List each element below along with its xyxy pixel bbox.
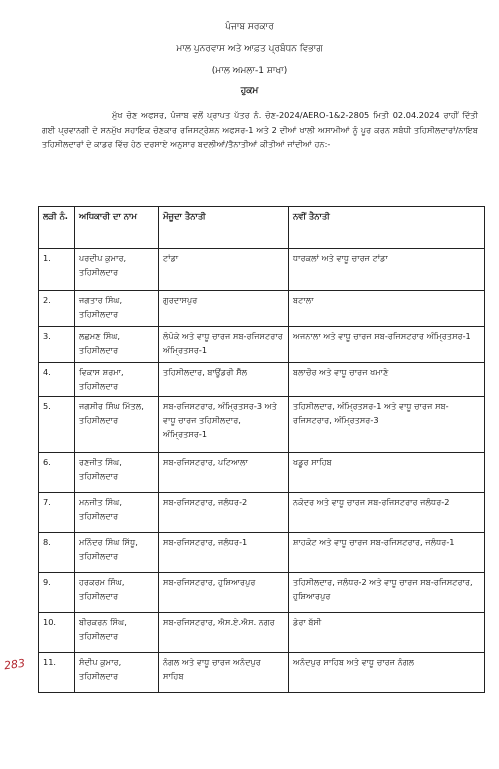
header-department: ਮਾਲ ਪੁਨਰਵਾਸ ਅਤੇ ਆਫ਼ਤ ਪ੍ਰਬੰਧਨ ਵਿਭਾਗ (176, 44, 323, 54)
cell-officer-name: ਲਛਮਣ ਸਿੰਘ, ਤਹਿਸੀਲਦਾਰ (75, 327, 159, 363)
cell-serial: 2. (39, 291, 75, 327)
cell-serial: 8. (39, 533, 75, 573)
transfer-table (38, 206, 485, 693)
header-branch: (ਮਾਲ ਅਮਲਾ-1 ਸ਼ਾਖਾ) (211, 66, 288, 76)
order-paragraph (42, 108, 478, 152)
cell-serial: 5. (39, 397, 75, 453)
cell-serial: 9. (39, 573, 75, 613)
table-row (39, 327, 485, 363)
table-row (39, 533, 485, 573)
table-row (39, 453, 485, 493)
table-row (39, 249, 485, 291)
cell-current-posting: ਸਬ-ਰਜਿਸਟਰਾਰ, ਪਟਿਆਲਾ (159, 453, 289, 493)
header-order-title: ਹੁਕਮ (240, 86, 259, 96)
cell-current-posting: ਸਬ-ਰਜਿਸਟਰਾਰ, ਹੁਸ਼ਿਆਰਪੁਰ (159, 573, 289, 613)
table-row (39, 397, 485, 453)
handwritten-margin-note: 283 (3, 656, 26, 673)
table-row (39, 291, 485, 327)
cell-new-posting: ਖਡੂਰ ਸਾਹਿਬ (289, 453, 485, 493)
cell-officer-name: ਬੀਰਕਰਨ ਸਿੰਘ, ਤਹਿਸੀਲਦਾਰ (75, 613, 159, 653)
cell-current-posting: ਤਹਿਸੀਲਦਾਰ, ਬਾਊਂਡਰੀ ਸੈੱਲ (159, 363, 289, 397)
cell-new-posting: ਬਲਾਚੌਰ ਅਤੇ ਵਾਧੂ ਚਾਰਜ ਖਮਾਣੋ (289, 363, 485, 397)
cell-current-posting: ਸਬ-ਰਜਿਸਟਰਾਰ, ਜਲੰਧਰ-1 (159, 533, 289, 573)
header-officer-name: ਅਧਿਕਾਰੀ ਦਾ ਨਾਮ (75, 207, 159, 249)
header-new-posting: ਨਵੀਂ ਤੈਨਾਤੀ (289, 207, 485, 249)
cell-officer-name: ਰਣਜੀਤ ਸਿੰਘ, ਤਹਿਸੀਲਦਾਰ (75, 453, 159, 493)
cell-officer-name: ਪਰਦੀਪ ਕੁਮਾਰ, ਤਹਿਸੀਲਦਾਰ (75, 249, 159, 291)
cell-new-posting: ਤਹਿਸੀਲਦਾਰ, ਅੰਮ੍ਰਿਤਸਰ-1 ਅਤੇ ਵਾਧੂ ਚਾਰਜ ਸਬ-ਰਜਿਸਟਰਾਰ, ਅੰਮ੍ਰਿਤਸਰ-3 (289, 397, 485, 453)
cell-officer-name: ਵਿਕਾਸ ਸ਼ਰਮਾ, ਤਹਿਸੀਲਦਾਰ (75, 363, 159, 397)
cell-new-posting: ਨਕੋਦਰ ਅਤੇ ਵਾਧੂ ਚਾਰਜ ਸਬ-ਰਜਿਸਟਰਾਰ ਜਲੰਧਰ-2 (289, 493, 485, 533)
table-row (39, 573, 485, 613)
header-government: ਪੰਜਾਬ ਸਰਕਾਰ (225, 22, 274, 32)
cell-officer-name: ਜਗਸੀਰ ਸਿੰਘ ਮਿੱਤਲ, ਤਹਿਸੀਲਦਾਰ (75, 397, 159, 453)
table-header-row (39, 207, 485, 249)
cell-serial: 7. (39, 493, 75, 533)
cell-new-posting: ਡੇਰਾ ਬੱਸੀ (289, 613, 485, 653)
cell-current-posting: ਨੰਗਲ ਅਤੇ ਵਾਧੂ ਚਾਰਜ ਅਨੰਦਪੁਰ ਸਾਹਿਬ (159, 653, 289, 693)
header-serial: ਲੜੀ ਨੰ. (39, 207, 75, 249)
cell-current-posting: ਸਬ-ਰਜਿਸਟਰਾਰ, ਐਸ.ਏ.ਐਸ. ਨਗਰ (159, 613, 289, 653)
cell-current-posting: ਲੋਪੋਕੇ ਅਤੇ ਵਾਧੂ ਚਾਰਜ ਸਬ-ਰਜਿਸਟਰਾਰ ਅੰਮ੍ਰਿਤਸਰ-1 (159, 327, 289, 363)
table-row (39, 653, 485, 693)
cell-new-posting: ਸ਼ਾਹਕੋਟ ਅਤੇ ਵਾਧੂ ਚਾਰਜ ਸਬ-ਰਜਿਸਟਰਾਰ, ਜਲੰਧਰ-1 (289, 533, 485, 573)
cell-serial: 11. (39, 653, 75, 693)
cell-serial: 4. (39, 363, 75, 397)
table-row (39, 493, 485, 533)
cell-new-posting: ਧਾਰਕਲਾਂ ਅਤੇ ਵਾਧੂ ਚਾਰਜ ਟਾਂਡਾ (289, 249, 485, 291)
cell-current-posting: ਸਬ-ਰਜਿਸਟਰਾਰ, ਜਲੰਧਰ-2 (159, 493, 289, 533)
table-row (39, 363, 485, 397)
cell-officer-name: ਮਨਿੰਦਰ ਸਿੰਘ ਸਿੱਧੂ, ਤਹਿਸੀਲਦਾਰ (75, 533, 159, 573)
cell-new-posting: ਅਨੰਦਪੁਰ ਸਾਹਿਬ ਅਤੇ ਵਾਧੂ ਚਾਰਜ ਨੰਗਲ (289, 653, 485, 693)
cell-officer-name: ਹਰਕਰਮ ਸਿੰਘ, ਤਹਿਸੀਲਦਾਰ (75, 573, 159, 613)
cell-serial: 1. (39, 249, 75, 291)
cell-officer-name: ਜਗਤਾਰ ਸਿੰਘ, ਤਹਿਸੀਲਦਾਰ (75, 291, 159, 327)
cell-current-posting: ਸਬ-ਰਜਿਸਟਰਾਰ, ਅੰਮ੍ਰਿਤਸਰ-3 ਅਤੇ ਵਾਧੂ ਚਾਰਜ ਤਹਿਸੀਲਦਾਰ, ਅੰਮ੍ਰਿਤਸਰ-1 (159, 397, 289, 453)
cell-officer-name: ਮਨਜੀਤ ਸਿੰਘ, ਤਹਿਸੀਲਦਾਰ (75, 493, 159, 533)
cell-current-posting: ਗੁਰਦਾਸਪੁਰ (159, 291, 289, 327)
cell-new-posting: ਅਜਨਾਲਾ ਅਤੇ ਵਾਧੂ ਚਾਰਜ ਸਬ-ਰਜਿਸਟਰਾਰ ਅੰਮ੍ਰਿਤਸਰ-1 (289, 327, 485, 363)
cell-serial: 10. (39, 613, 75, 653)
table-row (39, 613, 485, 653)
cell-new-posting: ਬਟਾਲਾ (289, 291, 485, 327)
cell-current-posting: ਟਾਂਡਾ (159, 249, 289, 291)
cell-new-posting: ਤਹਿਸੀਲਦਾਰ, ਜਲੰਧਰ-2 ਅਤੇ ਵਾਧੂ ਚਾਰਜ ਸਬ-ਰਜਿਸਟਰਾਰ, ਹੁਸ਼ਿਆਰਪੁਰ (289, 573, 485, 613)
cell-serial: 6. (39, 453, 75, 493)
cell-serial: 3. (39, 327, 75, 363)
header-current-posting: ਮੌਜੂਦਾ ਤੈਨਾਤੀ (159, 207, 289, 249)
order-paragraph-text: ਮੁੱਖ ਚੋਣ ਅਫਸਰ, ਪੰਜਾਬ ਵਲੋਂ ਪ੍ਰਾਪਤ ਪੱਤਰ ਨੰ. ਚੋਣ-2024/AERO-1&2-2805 ਮਿਤੀ 02.04.2024 ਰਾਹੀਂ ਦਿੱਤੀ ਗਈ ਪ੍ਰਵਾਨਗੀ ਦੇ ਸਨਮੁੱਖ ਸਹਾਇਕ ਚੋਣਕਾਰ ਰਜਿਸਟ੍ਰੇਸ਼ਨ ਅਫਸਰ-1 ਅਤੇ 2 ਦੀਆਂ ਖਾਲੀ ਅਸਾਮੀਆਂ ਨੂੰ ਪੂਰ ਕਰਨ ਸਬੰਧੀ ਤਹਿਸੀਲਦਾਰਾਂ/ਨਾਇਬ ਤਹਿਸੀਲਦਾਰਾਂ ਦੇ ਕਾਡਰ ਵਿੱਚ ਹੇਠ ਦਰਸਾਏ ਅਨੁਸਾਰ ਬਦਲੀਆਂ/ਤੈਨਾਤੀਆਂ ਕੀਤੀਆਂ ਜਾਂਦੀਆਂ ਹਨ:- (42, 110, 478, 149)
cell-officer-name: ਸੰਦੀਪ ਕੁਮਾਰ, ਤਹਿਸੀਲਦਾਰ (75, 653, 159, 693)
